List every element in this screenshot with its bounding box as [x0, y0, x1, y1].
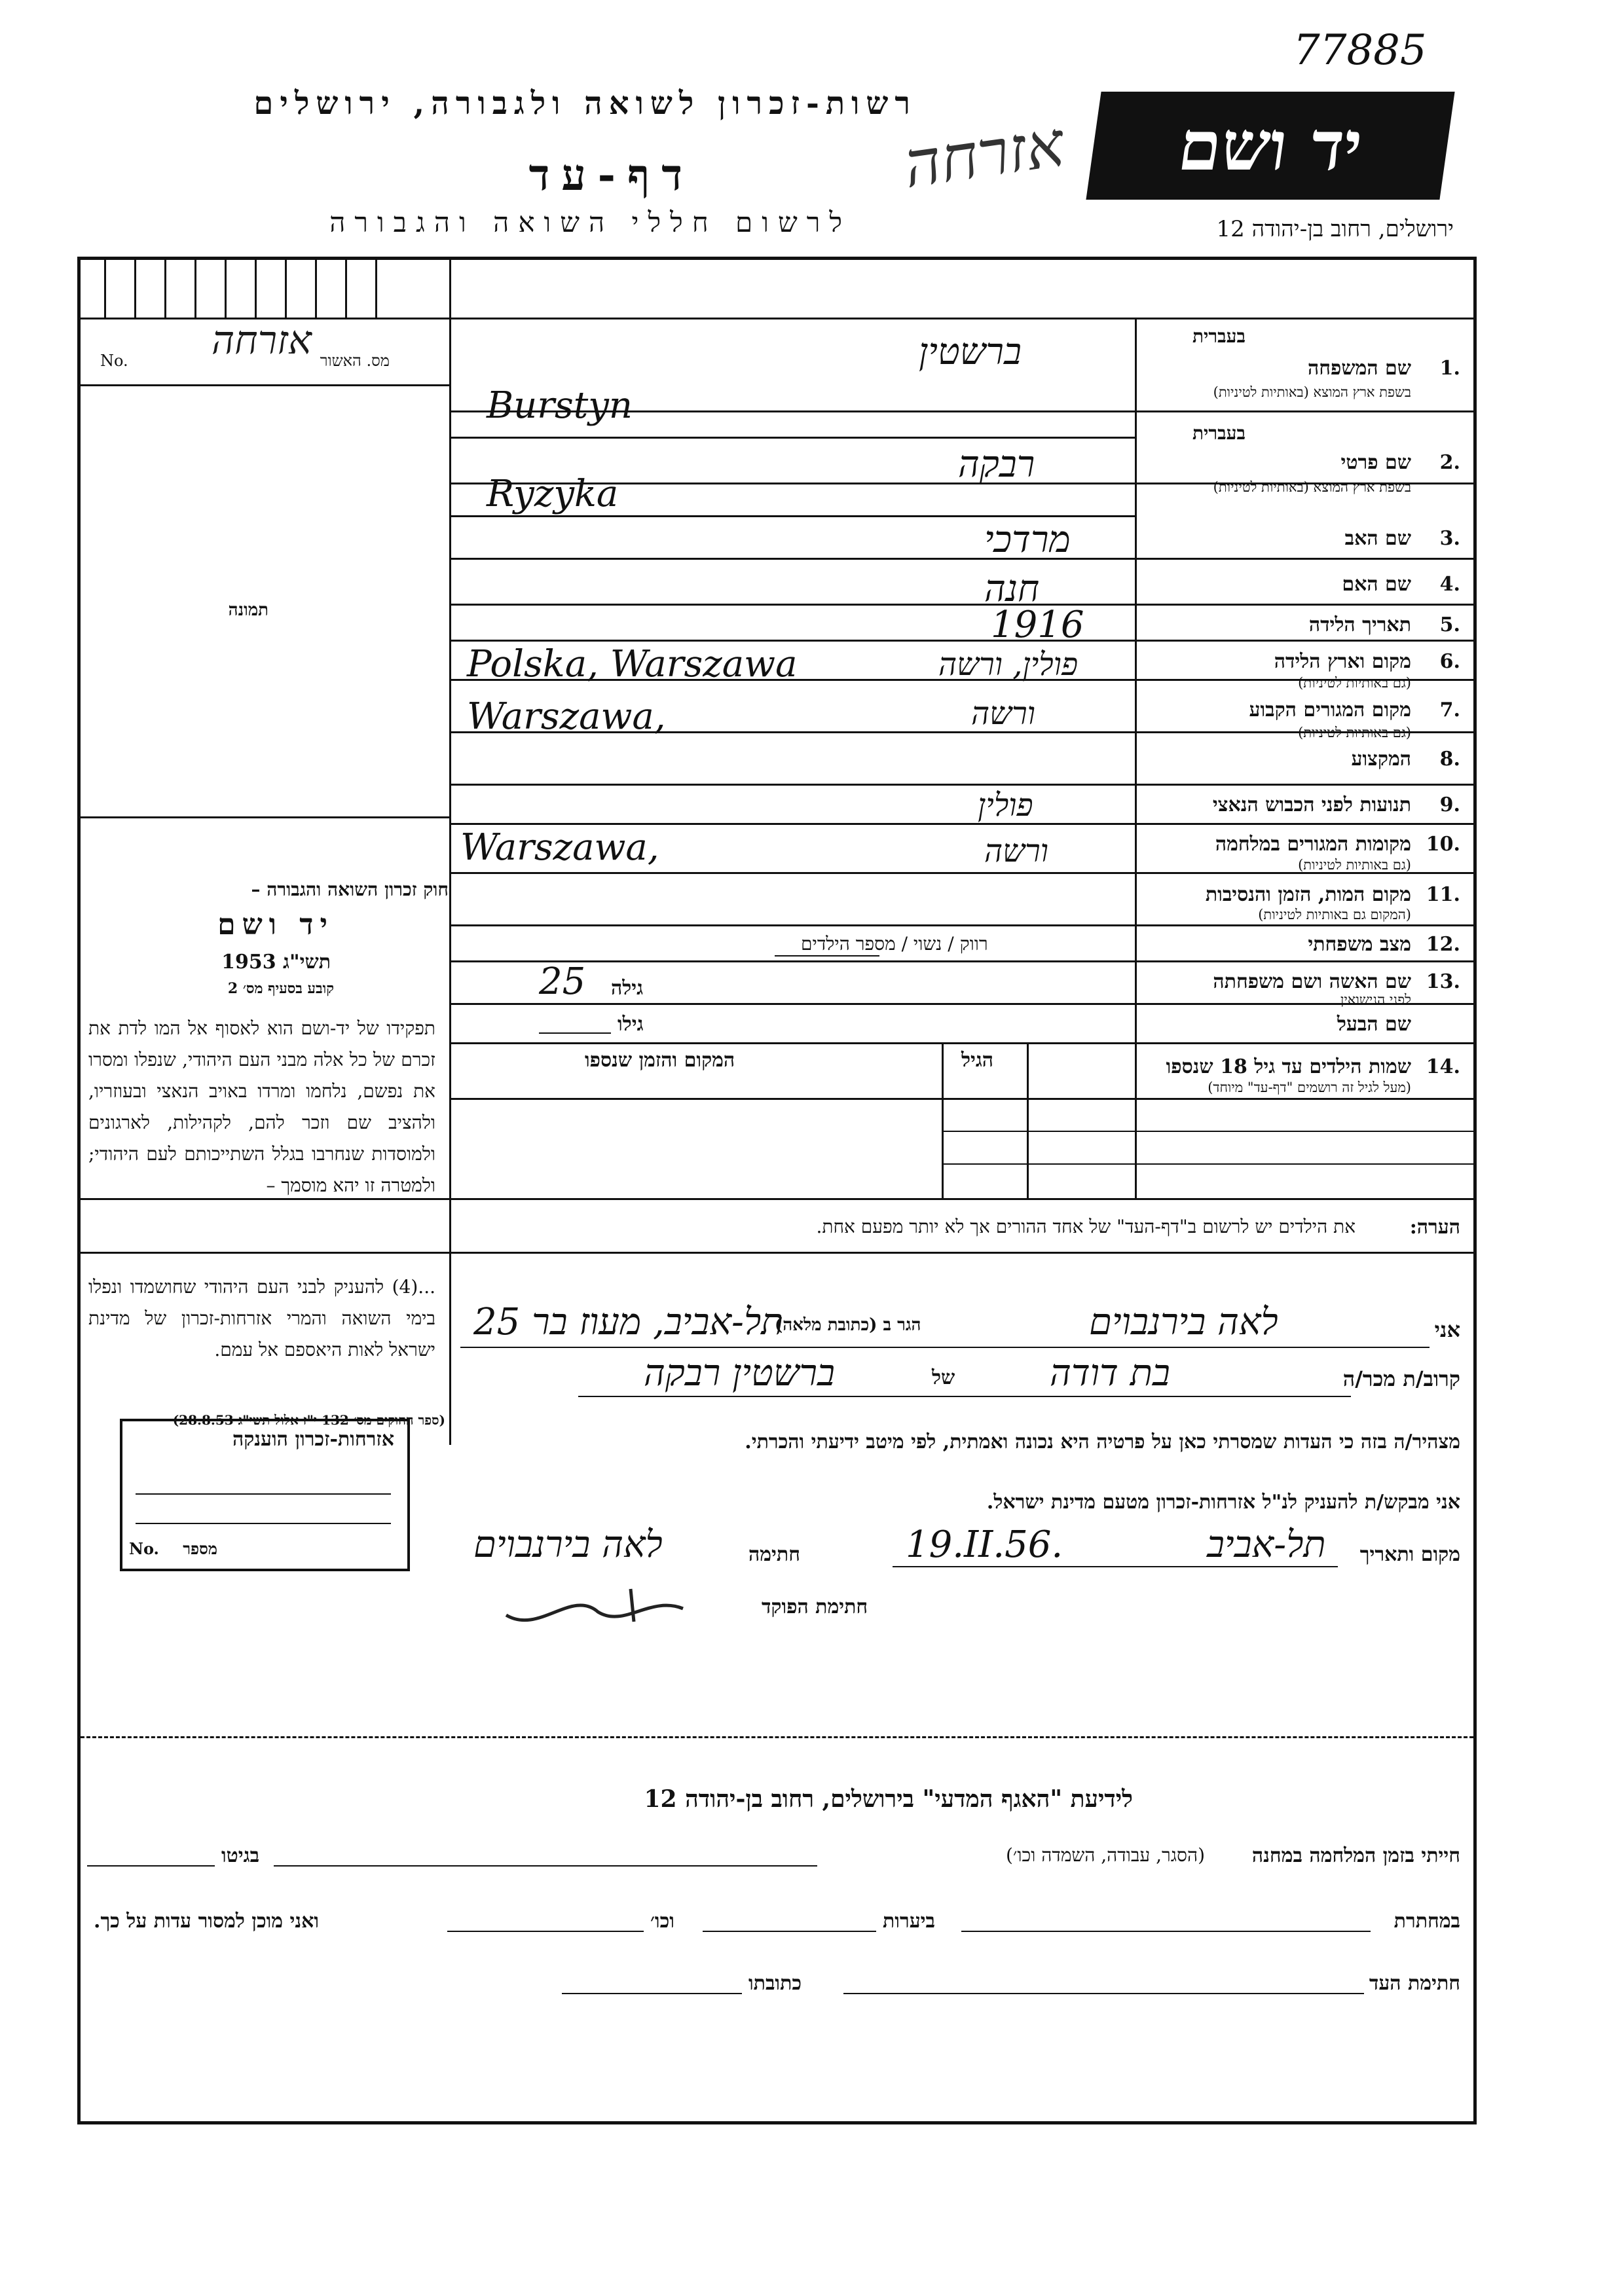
field1-heb-tag: בעברית — [1192, 325, 1246, 347]
field13-age-label: גילה — [611, 977, 644, 1000]
footer-line1-suffix: בגיטו — [221, 1844, 260, 1867]
note-text: את הילדים יש לרשום ב"דף-העד" של אחד ההורים אך לא יותר מפעם אחת. — [816, 1216, 1356, 1237]
citizenship-title: אזרחות-זכרון הוענקה — [232, 1428, 394, 1451]
field7-label: מקום המגורים הקבוע — [1249, 699, 1411, 721]
decl-request: אני מבקש/ת להעניק לנ"ל אזרחות-זכרון מטעם מדינת ישראל. — [986, 1491, 1460, 1514]
field5-value: 1916 — [991, 604, 1084, 646]
decl-officer-label: חתימת הפוקד — [762, 1595, 868, 1618]
footer-line3-address: כתובתו — [748, 1972, 802, 1995]
yad-vashem-logo: יד ושם — [1086, 92, 1454, 200]
footer-line2-label: במחתרת — [1393, 1910, 1460, 1933]
field2-sub: בשפת ארץ המוצא (באותיות לטיניות) — [1213, 479, 1411, 495]
law-year: תשי"ג 1953 — [221, 951, 331, 974]
form-purpose: לרשום חללי השואה והגבורה — [329, 206, 851, 238]
field13-num: 13. — [1426, 970, 1460, 993]
field6-num: 6. — [1439, 650, 1460, 673]
field7-sub: (גם באותיות לטיניות) — [1298, 725, 1411, 740]
field13-age-value: 25 — [539, 960, 586, 1003]
citizenship-number-label: מספר — [183, 1539, 217, 1558]
field9-label: תנועות לפני הכבוש הנאצי — [1212, 793, 1411, 816]
decl-place-value: תל-אביב — [1207, 1523, 1326, 1566]
field11-num: 11. — [1426, 883, 1460, 906]
field1-label: שם המשפחה — [1307, 357, 1411, 380]
decl-residing-label: הגר ב (כתובת מלאה) — [775, 1315, 921, 1335]
field6-heb-value: פולין, ורשה — [938, 646, 1079, 683]
field6-sub: (גם באותיות לטיניות) — [1298, 675, 1411, 691]
field4-num: 4. — [1439, 573, 1460, 596]
field11-label: מקום המות, הזמן והנסיבות — [1205, 883, 1411, 906]
cert-label: מס. האשור — [320, 352, 390, 370]
col-age: הגיל — [961, 1049, 994, 1072]
footer-line3-label: חתימת העד — [1369, 1972, 1460, 1995]
field13-sub: לפני הנישואין — [1340, 992, 1411, 1008]
citizenship-no-label: No. — [129, 1539, 159, 1558]
law-text-2: ...(4) להעניק לבני העם היהודי שחושמדו ונפלו בימי השואה והמרי אזרחות-זכרון של מדינת ישראל לאות היאספם אל עמם. — [88, 1276, 435, 1360]
field3-num: 3. — [1439, 527, 1460, 550]
decl-date-value: 19.II.56. — [906, 1523, 1063, 1566]
field13-label: שם האשה ושם משפחתה — [1213, 970, 1411, 993]
field1-sub: בשפת ארץ המוצא (באותיות לטיניות) — [1213, 384, 1411, 400]
note-label: הערה: — [1409, 1216, 1460, 1239]
decl-relation-value: בת דודה — [1050, 1352, 1170, 1394]
law-source: (ספר החוקים מס׳ 132 י"ז אלול תשי"ג 28.8.53) — [172, 1412, 445, 1428]
field8-num: 8. — [1439, 748, 1460, 771]
field3-value: מרדכי — [984, 519, 1071, 561]
field2-heb-value: רבקה — [958, 443, 1035, 486]
footer-heading: לידיעת "האגף המדעי" בירושלים, רחוב בן-יהודה 12 — [644, 1785, 1133, 1813]
field10-sub: (גם באותיות לטיניות) — [1298, 857, 1411, 873]
field9-num: 9. — [1439, 793, 1460, 816]
law-name: יד ושם — [217, 908, 334, 941]
photo-label: תמונה — [228, 600, 268, 620]
decl-statement: מצהיר/ה בזה כי העדות שמסרתי כאן על פרטיה היא נכונה ואמתית, לפי מיטב ידיעתי והכרתי. — [745, 1430, 1460, 1453]
field14-label: שמות הילדים עד גיל 18 שנספו — [1166, 1055, 1411, 1078]
field8-label: המקצוע — [1351, 748, 1411, 771]
field2-latin-value: Ryzyka — [487, 473, 619, 515]
footer-line2-suffix: ואני מוכן למסור עדות על כך. — [94, 1910, 320, 1933]
field2-num: 2. — [1439, 451, 1460, 474]
field7-heb-value: ורשה — [971, 695, 1035, 732]
field2-heb-tag: בעברית — [1192, 422, 1246, 444]
decl-i-value: לאה בירנבוים — [1089, 1301, 1278, 1343]
serial-number: 77885 — [1293, 26, 1427, 75]
handwritten-stamp: אזרחה — [899, 107, 1069, 202]
footer-line2-mid: ביערות — [883, 1910, 936, 1933]
field6-value: Polska, Warszawa — [467, 643, 798, 685]
field7-num: 7. — [1439, 699, 1460, 721]
footer-line1-label: חייתי בזמן המלחמה במחנה — [1251, 1844, 1460, 1867]
husband-label: שם הבעל — [1337, 1013, 1411, 1036]
field6-label: מקום וארץ הלידה — [1274, 650, 1411, 673]
field1-heb-value: ברשטין — [919, 331, 1022, 373]
field12-num: 12. — [1426, 933, 1460, 956]
form-title: דף-עד — [528, 149, 694, 200]
col-place: המקום והזמן שנספו — [585, 1049, 735, 1072]
field10-heb-value-2: ורשה — [984, 833, 1048, 869]
officer-signature — [500, 1576, 696, 1635]
field11-sub: (המקום גם באותיות לטיניות) — [1258, 907, 1411, 922]
field5-label: תאריך הלידה — [1308, 613, 1411, 636]
law-text-1: תפקידו של יד-ושם הוא לאסוף אל המו לדת את זכרם של כל אלה מבני העם היהודי, שנפלו ומסרו את נפשם, נלחמו ומרדו באויב הנאצי ובעוזריו, ולהציב שם וזכר להם, לקהילות, לארגונים ולמוסדות שנחרבו בגלל השתייכותם לעם היהודי; ולמטרה זו יהא מוסמך – — [88, 1017, 435, 1196]
field4-value: חנה — [984, 568, 1040, 610]
cert-no-label: No. — [100, 352, 128, 370]
field1-num: 1. — [1439, 357, 1460, 380]
decl-residing-value: תל-אביב, מעוז בר 25 — [473, 1301, 784, 1343]
law-title: חוק זכרון השואה והגבורה – — [251, 879, 449, 900]
footer-line1-hint: (הסגר, עבודה, השמדה וכו׳) — [1005, 1844, 1205, 1866]
field5-num: 5. — [1439, 613, 1460, 636]
org-name: רשות-זכרון לשואה ולגבורה, ירושלים — [253, 85, 917, 122]
field10-num: 10. — [1426, 833, 1460, 856]
address: ירושלים, רחוב בן-יהודה 12 — [1216, 216, 1454, 242]
decl-place-date-label: מקום ותאריך — [1359, 1543, 1460, 1566]
decl-relation-label: קרוב/ת מכר/ה — [1342, 1366, 1460, 1391]
field10-value: Warszawa, — [460, 826, 659, 869]
field10-heb-value-1: פולין — [978, 787, 1033, 824]
decl-signature-label: חתימה — [748, 1543, 800, 1566]
field10-label: מקומות המגורים במלחמה — [1215, 833, 1411, 856]
field2-label: שם פרטי — [1340, 451, 1411, 474]
field1-latin-value: Burstyn — [487, 384, 633, 427]
decl-i-label: אני — [1434, 1317, 1460, 1342]
decl-signature-value: לאה בירנבוים — [473, 1523, 663, 1566]
footer-line2-etc: וכו׳ — [650, 1910, 674, 1933]
citizenship-box — [120, 1419, 410, 1571]
decl-of-value: ברשטין רבקה — [644, 1352, 836, 1394]
field7-value: Warszawa, — [467, 695, 666, 738]
law-clause: קובע בסעיף מס׳ 2 — [227, 980, 334, 997]
field3-label: שם האב — [1344, 527, 1411, 550]
husband-age-label: גילו — [618, 1013, 644, 1036]
field14-num: 14. — [1426, 1055, 1460, 1078]
field4-label: שם האם — [1342, 573, 1411, 596]
field12-options: רווק / נשוי / מספר הילדים — [801, 933, 988, 955]
field12-label: מצב משפחתי — [1308, 933, 1411, 956]
field14-sub: (מעל לגיל זה רושמים "דף-עד" מיוחד) — [1208, 1080, 1411, 1095]
form-frame — [77, 257, 1477, 2124]
decl-of-label: של — [932, 1366, 955, 1389]
cert-handwritten: אזרחה — [212, 318, 312, 363]
